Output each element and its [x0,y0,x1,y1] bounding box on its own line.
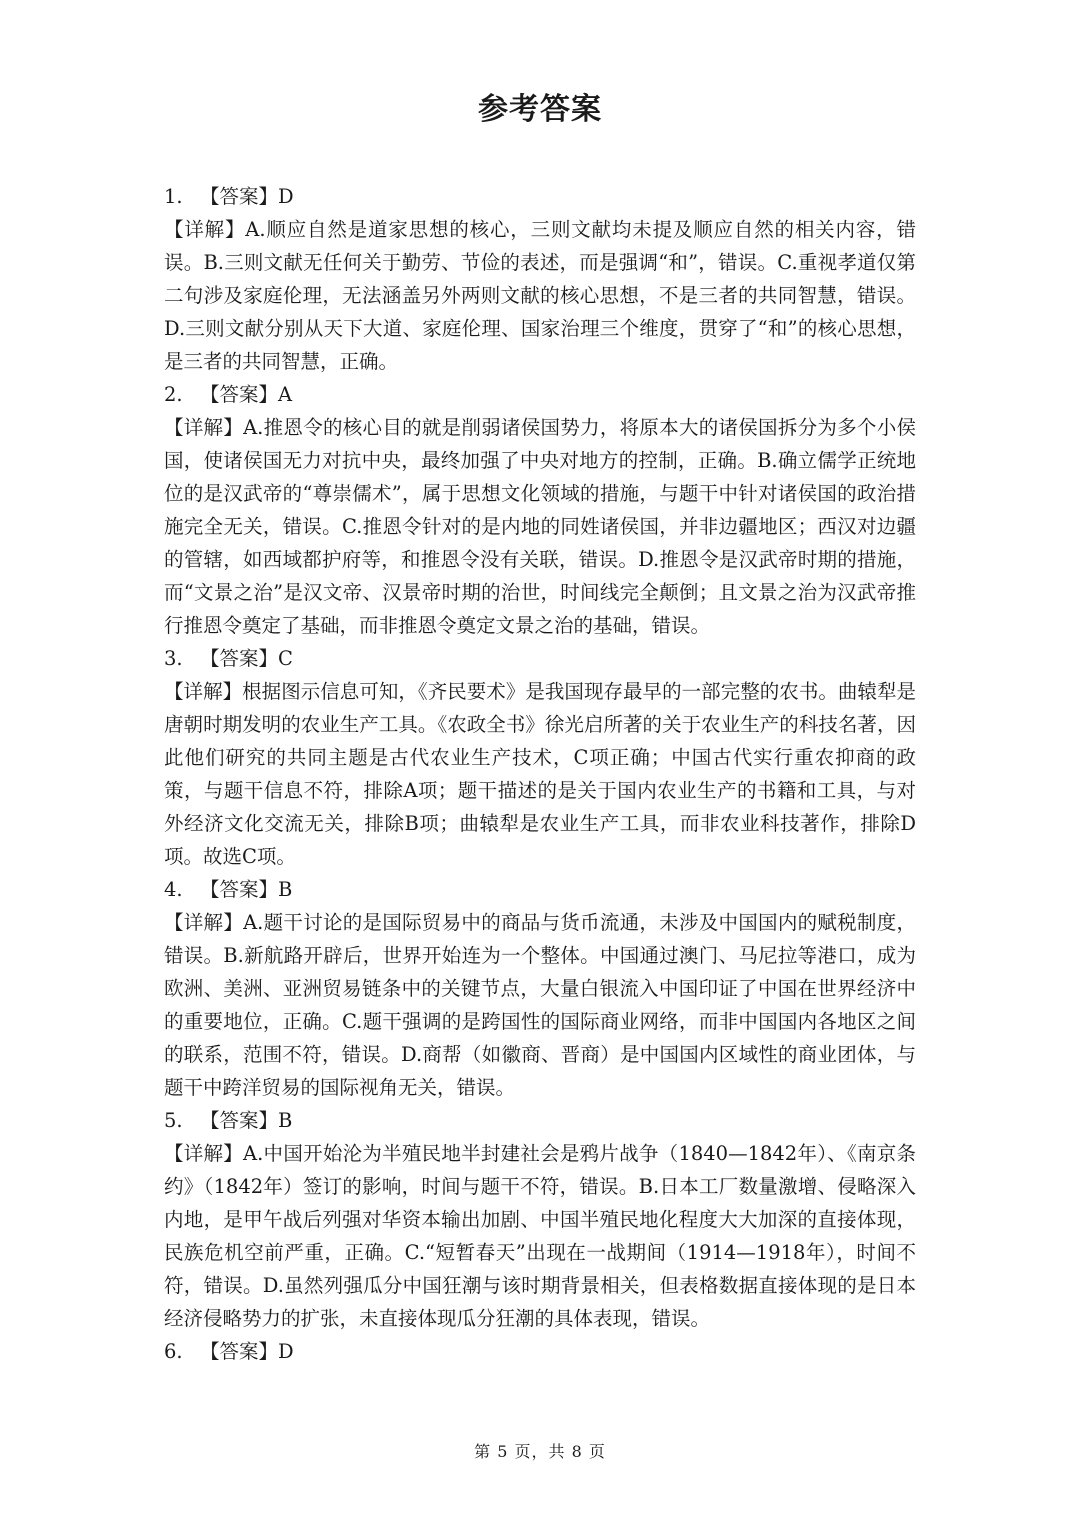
answer-key: 【答案】C [200,647,293,670]
answer-item-5 [164,1104,916,1335]
page-title: 参考答案 [478,92,602,127]
answer-line [164,180,916,213]
answer-line [164,378,916,411]
answer-line [164,1104,916,1137]
question-number: 5. [164,1109,183,1132]
answer-key: 【答案】D [200,1340,294,1363]
answer-item-1 [164,180,916,378]
answer-detail: 【详解】A.顺应自然是道家思想的核心，三则文献均未提及顺应自然的相关内容，错误。B.三则文献无任何关于勤劳、节俭的表述，而是强调“和”，错误。C.重视孝道仅第二句涉及家庭伦理，无法涵盖另外两则文献的核心思想，不是三者的共同智慧，错误。D.三则文献分别从天下大道、家庭伦理、国家治理三个维度，贯穿了“和”的核心思想，是三者的共同智慧，正确。 [164,218,916,373]
page-footer: 第 5 页，共 8 页 [474,1442,606,1461]
answer-line [164,873,916,906]
answer-item-3 [164,642,916,873]
answer-line [164,1335,916,1368]
answer-line [164,642,916,675]
answer-key: 【答案】A [200,383,293,406]
question-number: 3. [164,647,183,670]
answer-item-4 [164,873,916,1104]
question-number: 4. [164,878,183,901]
answer-detail: 【详解】A.中国开始沦为半殖民地半封建社会是鸦片战争（1840—1842年）、《南京条约》（1842年）签订的影响，时间与题干不符，错误。B.日本工厂数量激增、侵略深入内地，是甲午战后列强对华资本输出加剧、中国半殖民地化程度大大加深的直接体现，民族危机空前严重，正确。C.“短暂春天”出现在一战期间（1914—1918年），时间不符，错误。D.虽然列强瓜分中国狂潮与该时期背景相关，但表格数据直接体现的是日本经济侵略势力的扩张，未直接体现瓜分狂潮的具体表现，错误。 [164,1142,916,1330]
answer-key: 【答案】B [200,1109,293,1132]
answer-detail: 【详解】A.题干讨论的是国际贸易中的商品与货币流通，未涉及中国国内的赋税制度，错误。B.新航路开辟后，世界开始连为一个整体。中国通过澳门、马尼拉等港口，成为欧洲、美洲、亚洲贸易链条中的关键节点，大量白银流入中国印证了中国在世界经济中的重要地位，正确。C.题干强调的是跨国性的国际商业网络，而非中国国内各地区之间的联系，范围不符，错误。D.商帮（如徽商、晋商）是中国国内区域性的商业团体，与题干中跨洋贸易的国际视角无关，错误。 [164,911,916,1099]
answer-key: 【答案】D [200,185,294,208]
answer-detail: 【详解】A.推恩令的核心目的就是削弱诸侯国势力，将原本大的诸侯国拆分为多个小侯国，使诸侯国无力对抗中央，最终加强了中央对地方的控制，正确。B.确立儒学正统地位的是汉武帝的“尊崇儒术”，属于思想文化领域的措施，与题干中针对诸侯国的政治措施完全无关，错误。C.推恩令针对的是内地的同姓诸侯国，并非边疆地区；西汉对边疆的管辖，如西域都护府等，和推恩令没有关联，错误。D.推恩令是汉武帝时期的措施，而“文景之治”是汉文帝、汉景帝时期的治世，时间线完全颠倒；且文景之治为汉武帝推行推恩令奠定了基础，而非推恩令奠定文景之治的基础，错误。 [164,416,916,637]
answer-detail: 【详解】根据图示信息可知，《齐民要术》是我国现存最早的一部完整的农书。曲辕犁是唐朝时期发明的农业生产工具。《农政全书》徐光启所著的关于农业生产的科技名著，因此他们研究的共同主题是古代农业生产技术，C项正确；中国古代实行重农抑商的政策，与题干信息不符，排除A项；题干描述的是关于国内农业生产的书籍和工具，与对外经济文化交流无关，排除B项；曲辕犁是农业生产工具，而非农业科技著作，排除D项。故选C项。 [164,680,916,868]
answer-key: 【答案】B [200,878,293,901]
question-number: 2. [164,383,183,406]
answer-list [164,180,916,1368]
answer-item-2 [164,378,916,642]
answer-item-6 [164,1335,916,1368]
question-number: 6. [164,1340,183,1363]
question-number: 1. [164,185,183,208]
